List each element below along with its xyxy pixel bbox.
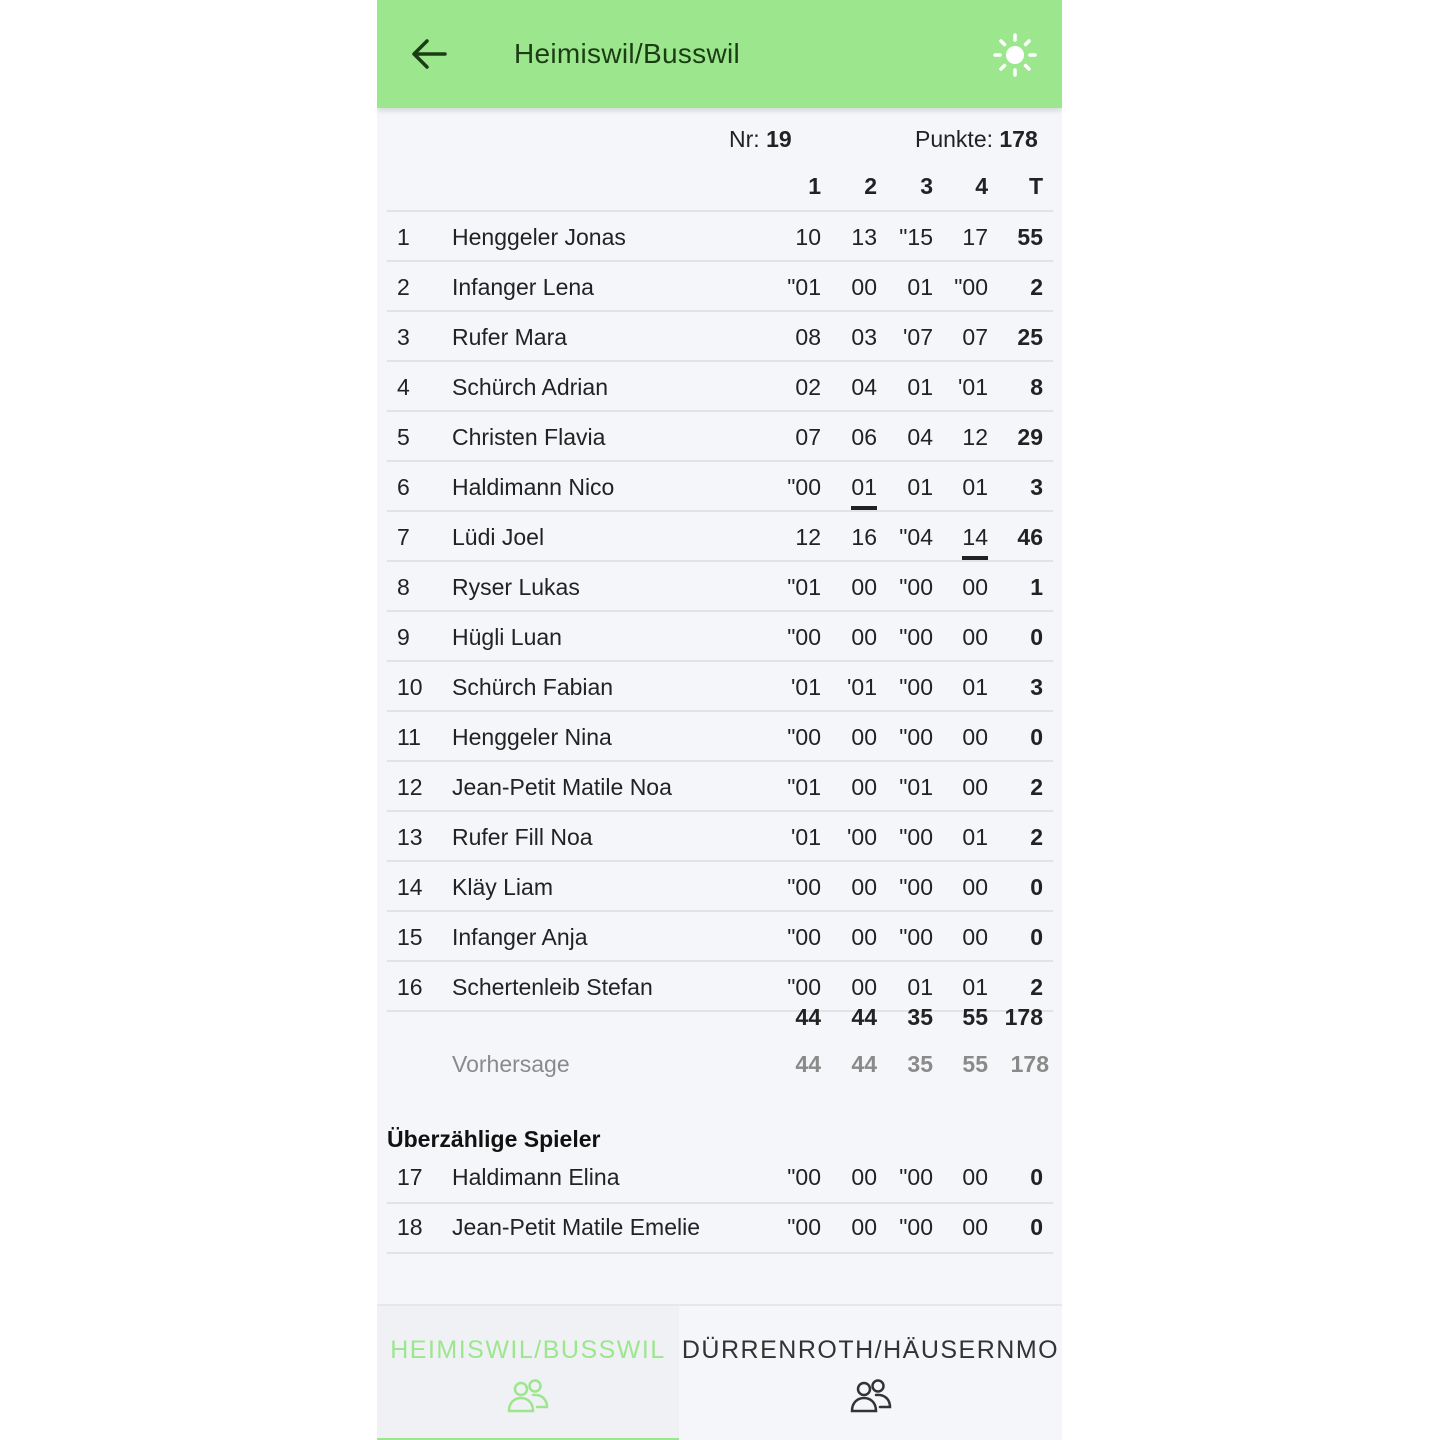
score-1: 10 xyxy=(795,224,821,250)
table-row[interactable] xyxy=(387,710,1053,760)
score-4: 00 xyxy=(962,774,988,800)
tab-label: HEIMISWIL/BUSSWIL xyxy=(390,1336,666,1364)
score-1: "00 xyxy=(787,974,821,1000)
player-name: Rufer Fill Noa xyxy=(452,824,593,850)
page-title: Heimiswil/Busswil xyxy=(514,38,741,69)
score-3: "00 xyxy=(899,874,933,900)
score-1: "00 xyxy=(787,724,821,750)
score-1: "00 xyxy=(787,474,821,500)
table-row[interactable] xyxy=(387,1204,1053,1254)
score-3: 01 xyxy=(907,274,933,300)
score-4 xyxy=(942,524,988,551)
prediction-3: 35 xyxy=(907,1051,933,1077)
score-4: 12 xyxy=(962,424,988,450)
player-name: Hügli Luan xyxy=(452,624,562,650)
score-2 xyxy=(831,474,877,501)
team-number-label: Nr: xyxy=(729,126,760,152)
score-4: 01 xyxy=(962,474,988,500)
score-4: '01 xyxy=(958,374,988,400)
score-4: 17 xyxy=(962,224,988,250)
score-2: 13 xyxy=(851,224,877,250)
score-4: "00 xyxy=(954,274,988,300)
score-4: 01 xyxy=(962,674,988,700)
score-total: 0 xyxy=(1030,1214,1043,1240)
team-points xyxy=(915,126,1038,153)
column-header-2: 2 xyxy=(864,173,877,199)
score-total: 1 xyxy=(1030,574,1043,600)
score-total: 2 xyxy=(1030,274,1043,300)
total-1: 44 xyxy=(795,1004,821,1030)
extra-players-table xyxy=(387,1154,1053,1254)
score-2: 00 xyxy=(851,774,877,800)
table-row[interactable] xyxy=(387,960,1053,1010)
player-number: 13 xyxy=(397,824,423,850)
score-4: 00 xyxy=(962,624,988,650)
table-row[interactable] xyxy=(387,560,1053,610)
score-2: 00 xyxy=(851,624,877,650)
table-row[interactable] xyxy=(387,210,1053,260)
player-number: 4 xyxy=(397,374,410,400)
score-3: "01 xyxy=(899,774,933,800)
score-2: 00 xyxy=(851,974,877,1000)
score-3: "04 xyxy=(899,524,933,550)
player-name: Jean-Petit Matile Emelie xyxy=(452,1214,700,1240)
table-header xyxy=(377,173,1062,203)
player-number: 14 xyxy=(397,874,423,900)
score-total: 29 xyxy=(1017,424,1043,450)
table-row[interactable] xyxy=(387,660,1053,710)
player-number: 12 xyxy=(397,774,423,800)
player-number: 10 xyxy=(397,674,423,700)
player-name: Rufer Mara xyxy=(452,324,568,350)
score-2: 00 xyxy=(851,924,877,950)
player-name: Infanger Anja xyxy=(452,924,588,950)
score-4: 00 xyxy=(962,924,988,950)
prediction-2: 44 xyxy=(851,1051,877,1077)
score-total: 2 xyxy=(1030,974,1043,1000)
player-number: 8 xyxy=(397,574,410,600)
player-number: 9 xyxy=(397,624,410,650)
table-row[interactable] xyxy=(387,910,1053,960)
score-3: "00 xyxy=(899,674,933,700)
score-2: 00 xyxy=(851,874,877,900)
total-2: 44 xyxy=(851,1004,877,1030)
score-3: "15 xyxy=(899,224,933,250)
score-1: "01 xyxy=(787,574,821,600)
score-2: 16 xyxy=(851,524,877,550)
player-name: Ryser Lukas xyxy=(452,574,580,600)
score-3: 01 xyxy=(907,374,933,400)
table-row[interactable] xyxy=(387,860,1053,910)
score-total: 2 xyxy=(1030,824,1043,850)
prediction-sum: 178 xyxy=(1010,1051,1049,1077)
team-number xyxy=(729,126,792,153)
column-header-3: 3 xyxy=(920,173,933,199)
arrow-left-icon[interactable] xyxy=(409,34,449,74)
prediction-4: 55 xyxy=(962,1051,988,1077)
score-1: "01 xyxy=(787,274,821,300)
score-total: 3 xyxy=(1030,674,1043,700)
sun-icon[interactable] xyxy=(993,33,1037,77)
player-number: 17 xyxy=(397,1164,423,1190)
player-number: 5 xyxy=(397,424,410,450)
score-2: 04 xyxy=(851,374,877,400)
player-name: Schürch Fabian xyxy=(452,674,614,700)
score-3: "00 xyxy=(899,1214,933,1240)
player-number: 3 xyxy=(397,324,410,350)
score-1: "00 xyxy=(787,1164,821,1190)
score-total: 2 xyxy=(1030,774,1043,800)
score-4: 01 xyxy=(962,824,988,850)
player-name: Schertenleib Stefan xyxy=(452,974,653,1000)
score-total: 8 xyxy=(1030,374,1043,400)
score-3: '07 xyxy=(903,324,933,350)
player-name: Lüdi Joel xyxy=(452,524,545,550)
player-name: Henggeler Nina xyxy=(452,724,612,750)
score-2: 00 xyxy=(851,274,877,300)
score-total: 0 xyxy=(1030,874,1043,900)
app-bar xyxy=(377,0,1062,108)
score-3: "00 xyxy=(899,624,933,650)
team-icon xyxy=(506,1378,550,1414)
team-points-value: 178 xyxy=(999,126,1038,152)
player-name: Haldimann Nico xyxy=(452,474,615,500)
team-points-label: Punkte: xyxy=(915,126,993,152)
player-name: Infanger Lena xyxy=(452,274,594,300)
score-total: 0 xyxy=(1030,1164,1043,1190)
app-screen xyxy=(377,0,1062,1440)
score-4: 00 xyxy=(962,574,988,600)
score-2: '00 xyxy=(847,824,877,850)
total-4: 55 xyxy=(962,1004,988,1030)
player-name: Kläy Liam xyxy=(452,874,553,900)
table-row[interactable] xyxy=(387,360,1053,410)
team-icon xyxy=(849,1378,893,1414)
score-1: "00 xyxy=(787,624,821,650)
table-row[interactable] xyxy=(387,810,1053,860)
tab-heimiswil-busswil[interactable] xyxy=(377,1306,679,1440)
score-total: 3 xyxy=(1030,474,1043,500)
score-3: 04 xyxy=(907,424,933,450)
player-name: Christen Flavia xyxy=(452,424,606,450)
table-row[interactable] xyxy=(387,260,1053,310)
score-1: "01 xyxy=(787,774,821,800)
table-row[interactable] xyxy=(387,610,1053,660)
player-name: Henggeler Jonas xyxy=(452,224,626,250)
score-3: "00 xyxy=(899,1164,933,1190)
player-name: Jean-Petit Matile Noa xyxy=(452,774,672,800)
tab-duerrenroth-haeusernmo[interactable] xyxy=(679,1306,1062,1440)
score-total: 0 xyxy=(1030,624,1043,650)
score-3: "00 xyxy=(899,924,933,950)
underlined-score: 01 xyxy=(851,474,877,500)
extra-players-heading: Überzählige Spieler xyxy=(387,1126,601,1152)
score-2: 00 xyxy=(851,1164,877,1190)
score-1: "00 xyxy=(787,1214,821,1240)
score-1: '01 xyxy=(791,824,821,850)
score-1: '01 xyxy=(791,674,821,700)
table-row[interactable] xyxy=(387,760,1053,810)
player-number: 18 xyxy=(397,1214,423,1240)
player-number: 15 xyxy=(397,924,423,950)
score-1: 08 xyxy=(795,324,821,350)
score-2: 03 xyxy=(851,324,877,350)
score-total: 0 xyxy=(1030,724,1043,750)
table-row[interactable] xyxy=(387,410,1053,460)
table-row[interactable] xyxy=(387,310,1053,360)
underlined-score: 14 xyxy=(962,524,988,550)
column-header-1: 1 xyxy=(808,173,821,199)
score-total: 25 xyxy=(1017,324,1043,350)
player-number: 1 xyxy=(397,224,410,250)
table-row[interactable] xyxy=(387,460,1053,510)
score-total: 46 xyxy=(1017,524,1043,550)
tab-label: DÜRRENROTH/HÄUSERNMO xyxy=(681,1336,1060,1364)
column-header-total: T xyxy=(1028,173,1043,199)
score-2: '01 xyxy=(847,674,877,700)
team-number-value: 19 xyxy=(766,126,792,152)
player-number: 2 xyxy=(397,274,410,300)
score-2: 00 xyxy=(851,1214,877,1240)
score-4: 00 xyxy=(962,724,988,750)
score-2: 00 xyxy=(851,574,877,600)
score-4: 07 xyxy=(962,324,988,350)
score-1: 12 xyxy=(795,524,821,550)
score-2: 06 xyxy=(851,424,877,450)
score-4: 00 xyxy=(962,874,988,900)
player-number: 6 xyxy=(397,474,410,500)
score-1: "00 xyxy=(787,924,821,950)
player-number: 11 xyxy=(397,724,421,750)
table-row[interactable] xyxy=(387,1154,1053,1204)
score-4: 00 xyxy=(962,1164,988,1190)
score-total: 55 xyxy=(1017,224,1043,250)
score-3: "00 xyxy=(899,574,933,600)
table-row[interactable] xyxy=(387,510,1053,560)
column-header-4: 4 xyxy=(975,173,988,199)
score-2: 00 xyxy=(851,724,877,750)
score-3: "00 xyxy=(899,724,933,750)
score-1: 07 xyxy=(795,424,821,450)
score-4: 00 xyxy=(962,1214,988,1240)
player-table xyxy=(387,210,1053,1012)
score-1: "00 xyxy=(787,874,821,900)
player-number: 7 xyxy=(397,524,410,550)
bottom-tab-bar xyxy=(377,1304,1062,1440)
score-1: 02 xyxy=(795,374,821,400)
score-3: 01 xyxy=(907,474,933,500)
total-sum: 178 xyxy=(1004,1004,1043,1030)
player-name: Haldimann Elina xyxy=(452,1164,620,1190)
score-4: 01 xyxy=(962,974,988,1000)
score-3: 01 xyxy=(907,974,933,1000)
total-3: 35 xyxy=(907,1004,933,1030)
score-3: "00 xyxy=(899,824,933,850)
prediction-label: Vorhersage xyxy=(452,1051,570,1077)
score-total: 0 xyxy=(1030,924,1043,950)
player-name: Schürch Adrian xyxy=(452,374,608,400)
prediction-1: 44 xyxy=(795,1051,821,1077)
player-number: 16 xyxy=(397,974,423,1000)
